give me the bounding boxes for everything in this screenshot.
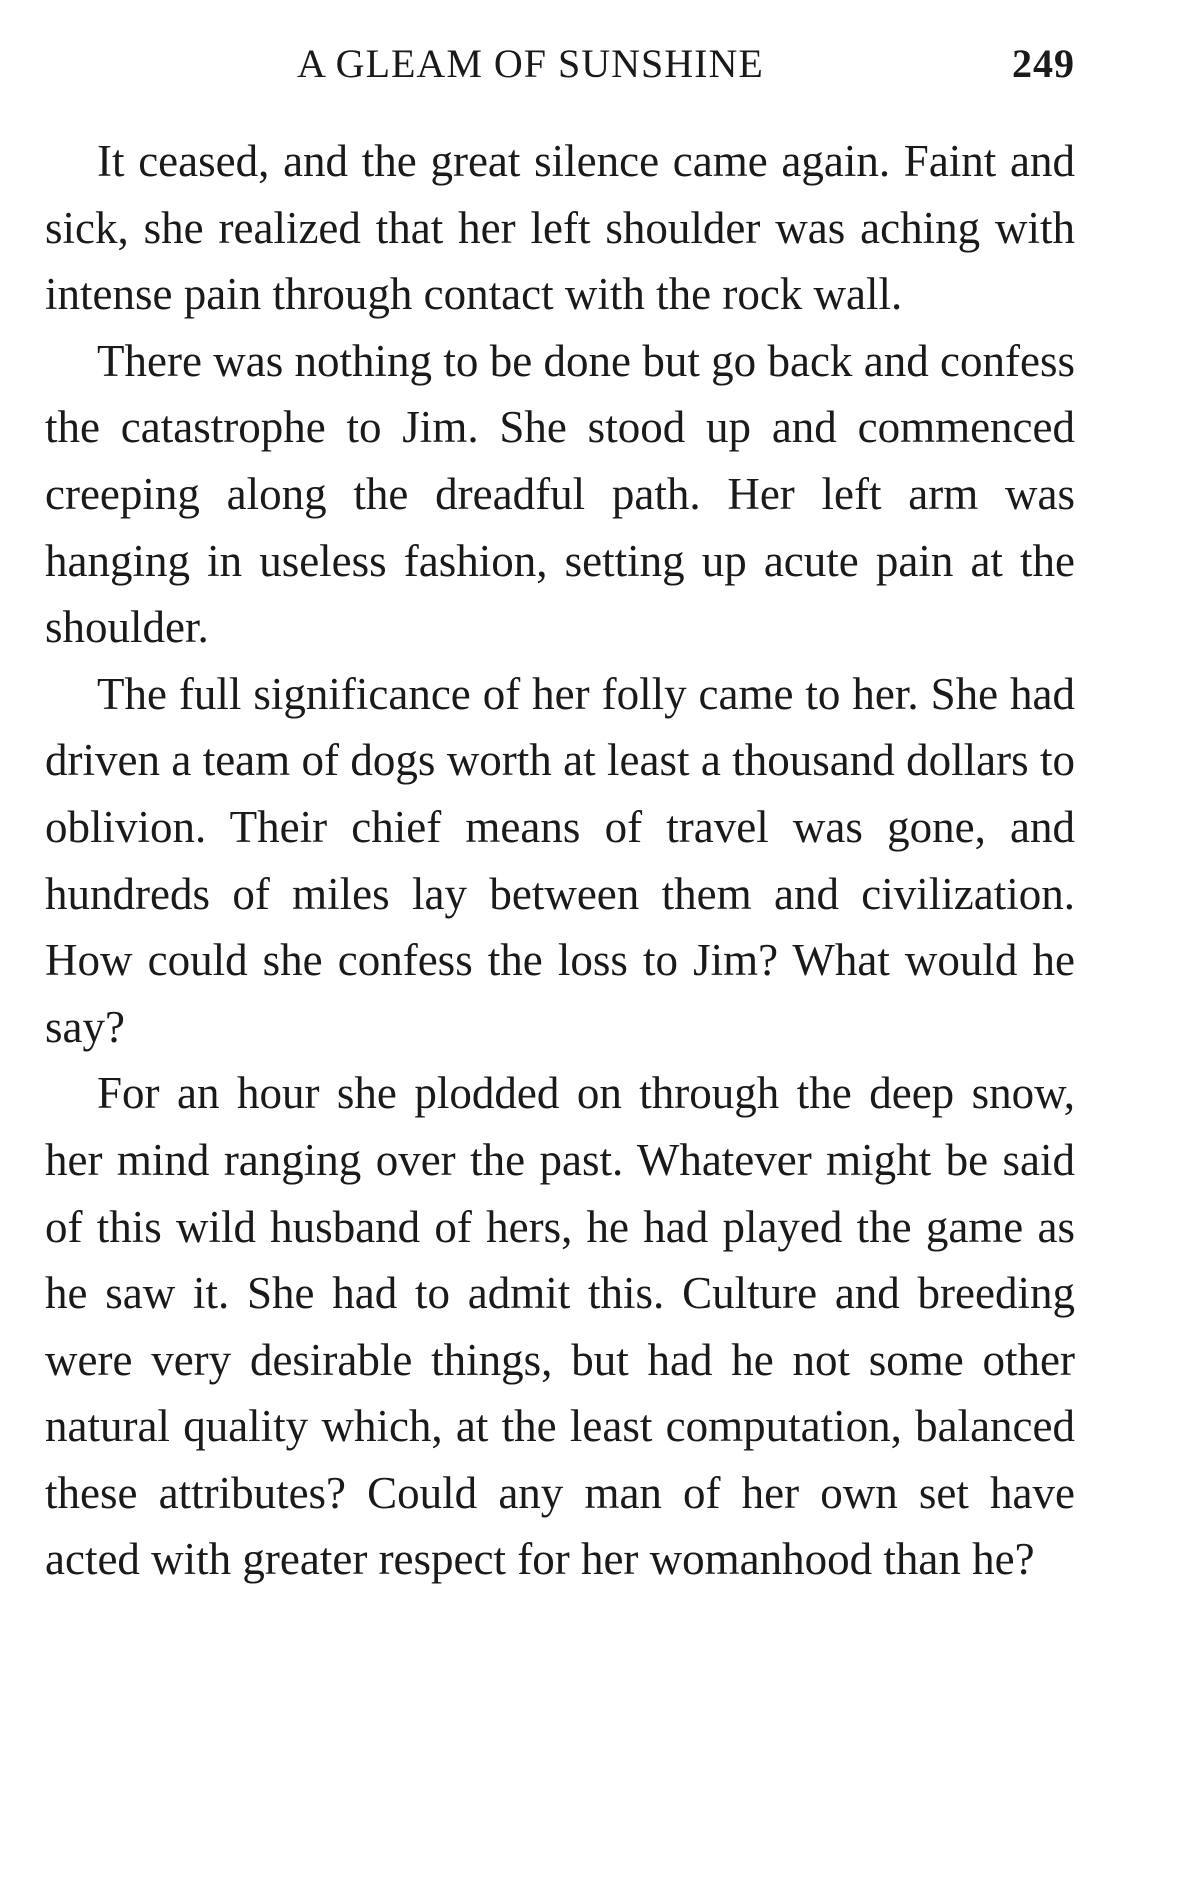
paragraph: There was nothing to be done but go back and confess the catastrophe to Jim. She stood up and commenced creeping along the dreadful path. Her left arm was hanging in useless fashion, setting up acute pain at the shoulder. [45, 335, 1075, 653]
paragraph: The full significance of her folly came to her. She had driven a team of dogs worth at least a thousand dollars to oblivion. Their chief means of travel was gone, and hundreds of miles lay between them and civilization. How could she confess the loss to Jim? What would he say? [45, 668, 1075, 1052]
running-title: A GLEAM OF SUNSHINE [297, 41, 764, 86]
running-head [45, 40, 1075, 90]
page-number: 249 [1012, 41, 1075, 86]
body-text [45, 128, 1075, 1593]
paragraph: It ceased, and the great silence came again. Faint and sick, she realized that her left shoulder was aching with intense pain through contact with the rock wall. [45, 136, 1075, 320]
paragraph: For an hour she plodded on through the deep snow, her mind ranging over the past. Whatever might be said of this wild husband of hers, he had played the game as he saw it. She had to admit this. Culture and breeding were very desirable things, but had he not some other natural quality which, at the least computation, balanced these attributes? Could any man of her own set have acted with greater respect for her womanhood than he? [45, 1068, 1075, 1585]
